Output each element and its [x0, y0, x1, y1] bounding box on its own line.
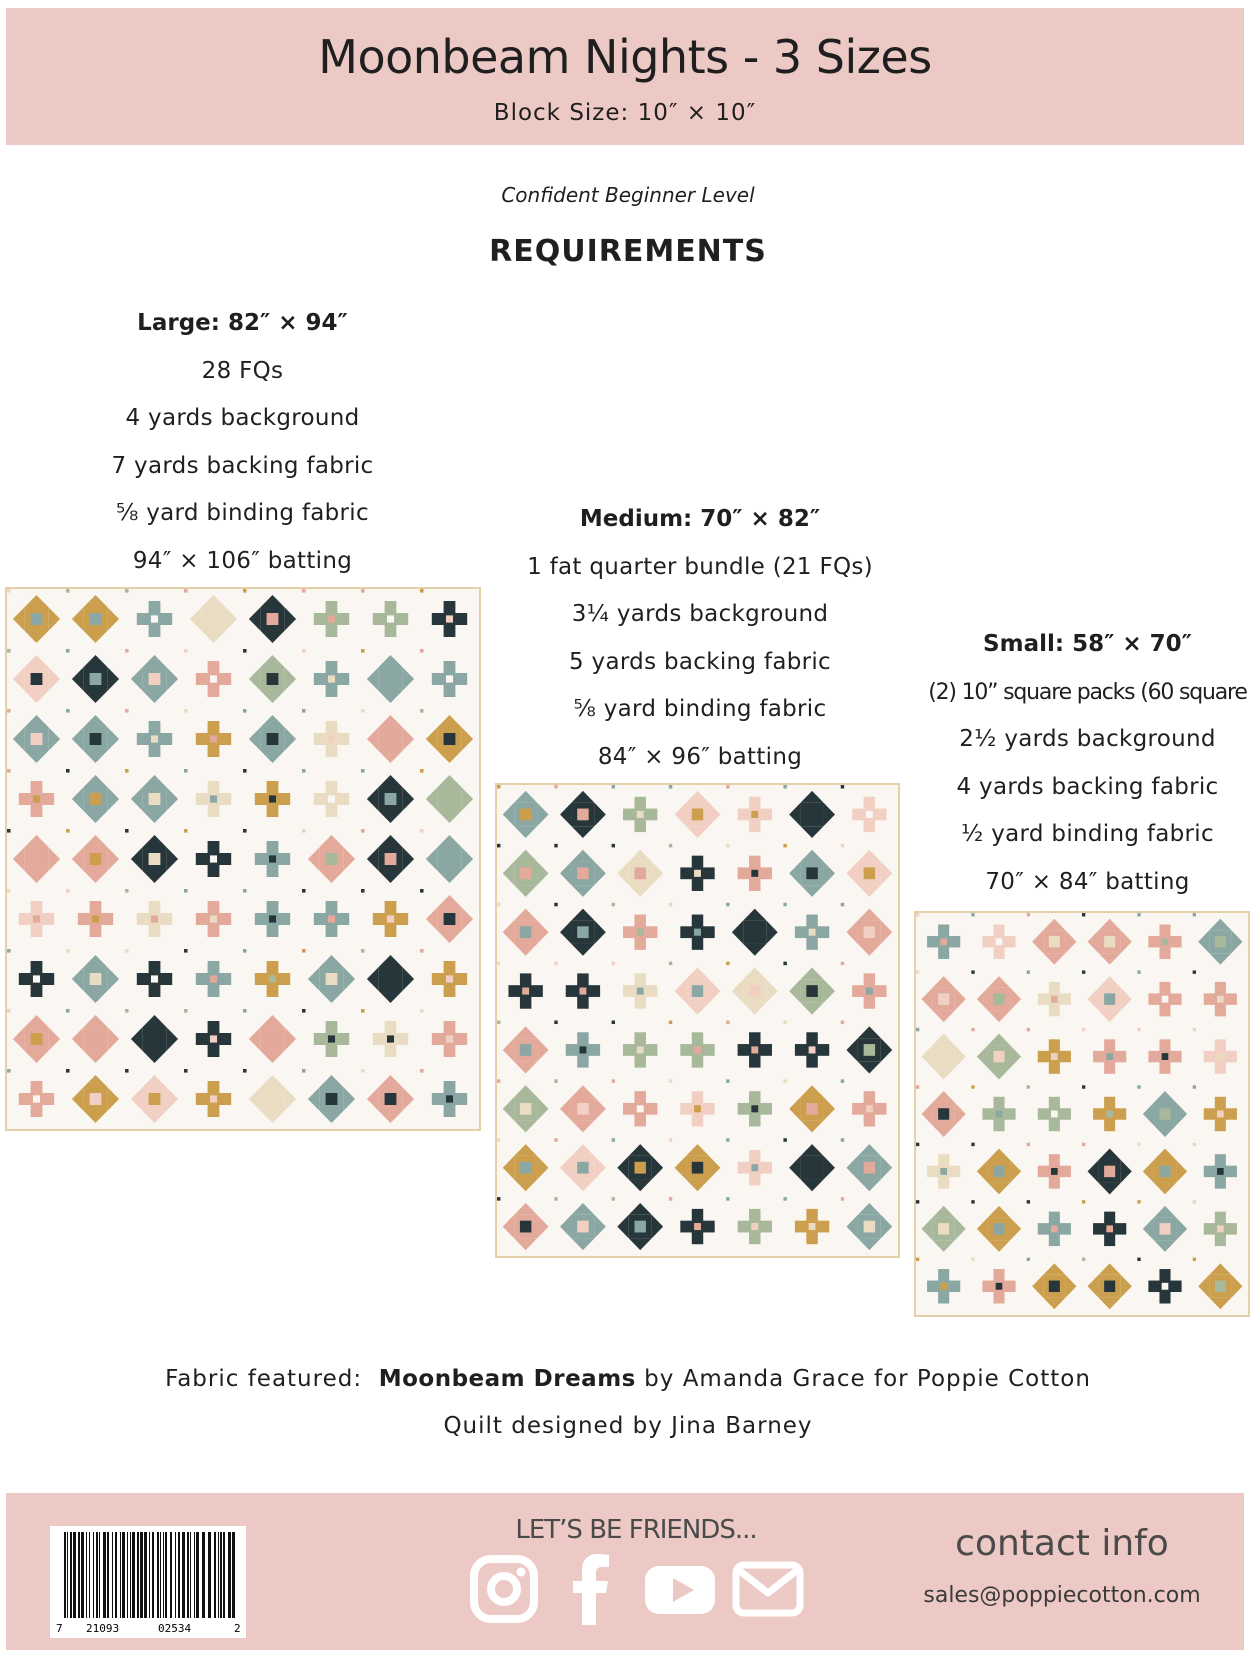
barcode-bar: [73, 1532, 76, 1618]
fabric-prefix: Fabric featured:: [165, 1366, 363, 1392]
barcode-bar: [149, 1532, 150, 1618]
barcode: [50, 1526, 246, 1638]
barcode-bar: [64, 1532, 66, 1618]
small-size-requirements: [905, 621, 1256, 906]
barcode-bar: [137, 1532, 139, 1618]
barcode-bar: [220, 1532, 222, 1618]
contact-heading: contact info: [955, 1523, 1169, 1564]
requirement-item: 28 FQs: [201, 357, 284, 384]
requirements-heading: REQUIREMENTS: [489, 234, 767, 269]
fabric-suffix: by Amanda Grace for Poppie Cotton: [644, 1366, 1091, 1392]
barcode-bar: [178, 1532, 180, 1618]
social-heading: LET’S BE FRIENDS...: [515, 1515, 757, 1545]
barcode-bar: [127, 1532, 128, 1618]
barcode-bar: [218, 1532, 219, 1618]
barcode-bar: [223, 1532, 225, 1618]
barcode-bar: [165, 1532, 167, 1618]
barcode-bar: [93, 1532, 94, 1618]
barcode-bar: [170, 1532, 172, 1618]
large-quilt-image: [5, 587, 481, 1131]
barcode-bar: [202, 1532, 205, 1618]
size-heading: Medium: 70″ × 82″: [579, 506, 821, 532]
facebook-icon[interactable]: [556, 1553, 628, 1625]
barcode-bar: [86, 1532, 87, 1618]
designer-credit: Quilt designed by Jina Barney: [443, 1413, 813, 1439]
barcode-bars: [64, 1532, 235, 1618]
barcode-bar: [81, 1532, 84, 1618]
barcode-bar: [120, 1532, 121, 1618]
barcode-bar: [194, 1532, 195, 1618]
barcode-bar: [103, 1532, 106, 1618]
barcode-bar: [175, 1532, 176, 1618]
small-quilt-image: [914, 911, 1250, 1317]
social-icons: [468, 1553, 804, 1633]
barcode-bar: [140, 1532, 143, 1618]
requirement-item: 5 yards backing fabric: [568, 648, 831, 675]
requirement-item: 2½ yards background: [959, 726, 1216, 752]
barcode-bar: [112, 1532, 113, 1618]
barcode-bar: [130, 1532, 131, 1618]
youtube-icon[interactable]: [644, 1553, 716, 1625]
barcode-bar: [196, 1532, 199, 1618]
barcode-bar: [187, 1532, 189, 1618]
barcode-bar: [67, 1532, 68, 1618]
medium-quilt-image: [495, 783, 900, 1258]
requirement-item: 84″ × 96″ batting: [597, 743, 803, 770]
footer-band: [6, 1493, 1244, 1650]
contact-email[interactable]: sales@poppiecotton.com: [923, 1583, 1201, 1608]
skill-level: Confident Beginner Level: [501, 183, 755, 207]
size-heading: Small: 58″ × 70″: [983, 631, 1192, 657]
barcode-bar: [99, 1532, 100, 1618]
requirement-item: 3¼ yards background: [571, 601, 829, 627]
barcode-bar: [160, 1532, 161, 1618]
barcode-digit: 7: [56, 1622, 63, 1635]
barcode-bar: [70, 1532, 72, 1618]
barcode-bar: [115, 1532, 117, 1618]
requirement-item: (2) 10” square packs (60 square: [928, 679, 1247, 705]
requirement-item: 70″ × 84″ batting: [985, 868, 1190, 895]
barcode-bar: [228, 1532, 231, 1618]
barcode-bar: [78, 1532, 80, 1618]
barcode-bar: [144, 1532, 147, 1618]
email-icon[interactable]: [732, 1553, 804, 1625]
requirement-item: 94″ × 106″ batting: [132, 547, 353, 574]
barcode-bar: [132, 1532, 135, 1618]
barcode-digit: 02534: [158, 1622, 192, 1635]
medium-size-requirements: [500, 496, 900, 781]
barcode-bar: [182, 1532, 185, 1618]
page-title: Moonbeam Nights - 3 Sizes: [318, 30, 932, 84]
requirement-item: 7 yards backing fabric: [111, 452, 374, 479]
requirement-item: 4 yards backing fabric: [956, 773, 1219, 800]
fabric-credit: [0, 1366, 1256, 1392]
barcode-bar: [232, 1532, 235, 1618]
requirement-item: ⅝ yard binding fabric: [573, 696, 827, 722]
barcode-bar: [163, 1532, 164, 1618]
barcode-bar: [89, 1532, 90, 1618]
barcode-bar: [107, 1532, 109, 1618]
barcode-digit: 2: [234, 1622, 241, 1635]
barcode-bar: [157, 1532, 159, 1618]
instagram-icon[interactable]: [468, 1553, 540, 1625]
large-size-requirements: [60, 300, 425, 585]
requirement-item: ⅝ yard binding fabric: [116, 500, 369, 526]
block-size: Block Size: 10″ × 10″: [493, 100, 757, 126]
barcode-digit: 21093: [86, 1622, 120, 1635]
requirement-item: 1 fat quarter bundle (21 FQs): [527, 553, 873, 580]
barcode-bar: [214, 1532, 216, 1618]
barcode-bar: [190, 1532, 191, 1618]
requirement-item: ½ yard binding fabric: [961, 821, 1214, 847]
barcode-bar: [152, 1532, 154, 1618]
fabric-name: Moonbeam Dreams: [378, 1366, 636, 1392]
barcode-bar: [208, 1532, 211, 1618]
barcode-bar: [96, 1532, 98, 1618]
size-heading: Large: 82″ × 94″: [137, 310, 348, 336]
header-band: [6, 8, 1244, 145]
requirement-item: 4 yards background: [125, 405, 360, 431]
barcode-bar: [122, 1532, 125, 1618]
